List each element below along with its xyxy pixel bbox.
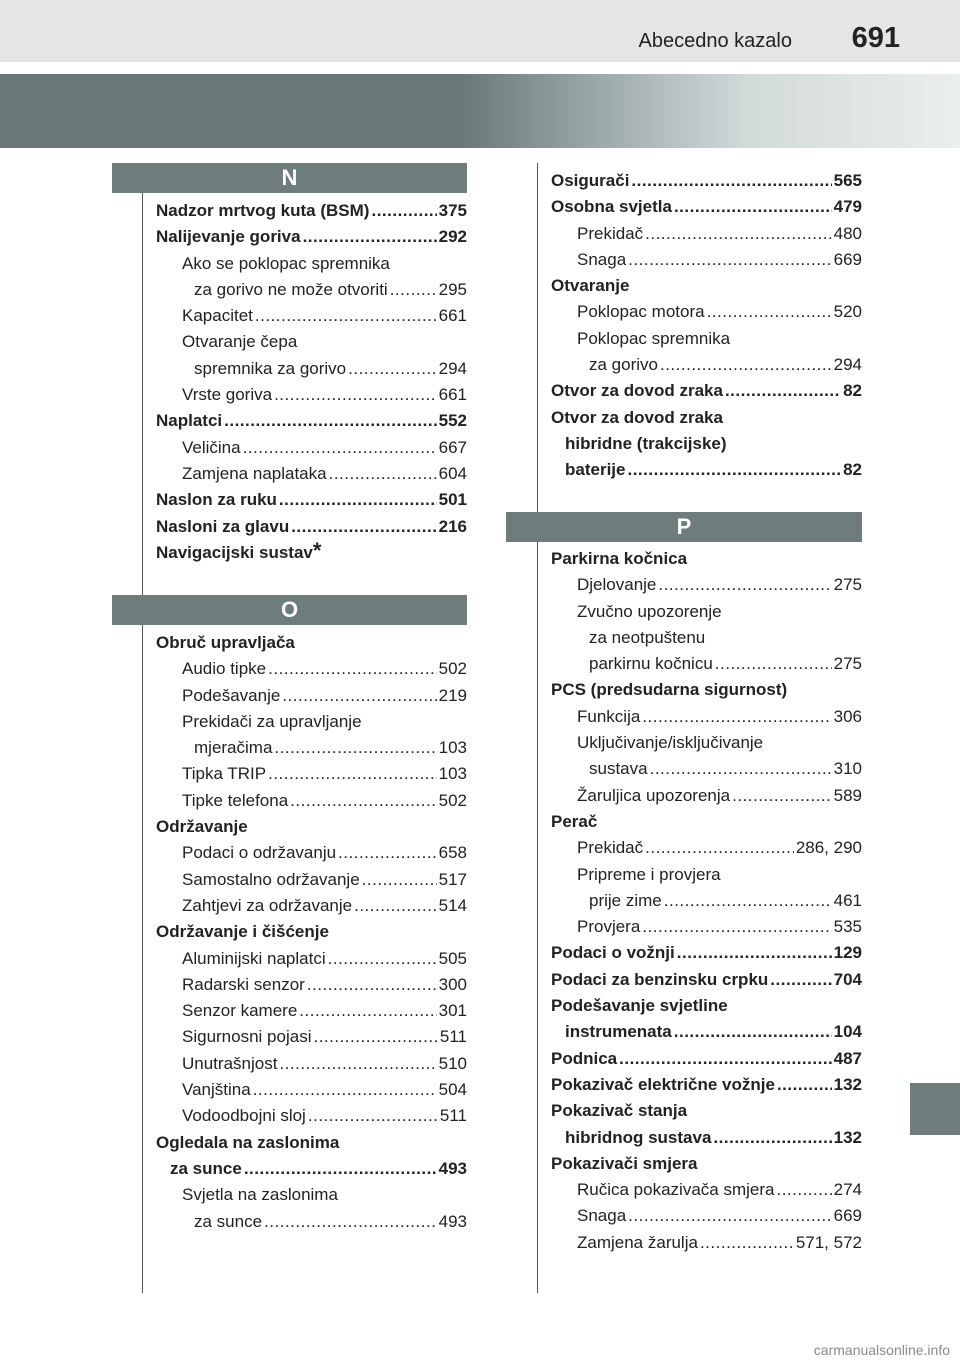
entry-text: Pokazivač električne vožnje (551, 1074, 775, 1094)
entry-text: Podaci za benzinsku crpku (551, 969, 769, 989)
page-reference: 301 (438, 1001, 467, 1021)
header-banner (0, 74, 960, 148)
page-reference: 274 (833, 1180, 862, 1200)
leader-dots (303, 224, 437, 250)
page-reference: 216 (438, 516, 467, 536)
page-reference: 502 (438, 790, 467, 810)
entry-text: Ručica pokazivača smjera (577, 1180, 775, 1200)
index-entry (156, 867, 467, 893)
page-reference: 294 (833, 355, 862, 375)
index-entry (551, 704, 862, 730)
entry-text: Otvaranje (551, 276, 630, 296)
page-reference: 658 (438, 843, 467, 863)
entry-text: Pokazivači smjera (551, 1153, 698, 1173)
index-entry (551, 835, 862, 861)
page-reference: 132 (833, 1127, 862, 1147)
index-entry (156, 382, 467, 408)
entry-text: mjeračima (194, 738, 273, 758)
index-entry (156, 946, 467, 972)
index-entry (156, 251, 467, 277)
page-reference: 103 (438, 764, 467, 784)
left-column-rule (142, 163, 143, 1293)
index-entry (551, 1019, 862, 1045)
page-reference: 82 (843, 460, 862, 480)
leader-dots (725, 378, 841, 404)
entry-text: za sunce (194, 1211, 263, 1231)
page-reference: 306 (833, 706, 862, 726)
entry-text: hibridne (trakcijske) (565, 433, 727, 453)
entry-text: Poklopac spremnika (577, 328, 731, 348)
leader-dots (243, 435, 437, 461)
page-reference: 275 (833, 575, 862, 595)
index-entry (551, 352, 862, 378)
index-entry (156, 1077, 467, 1103)
index-entry (156, 1156, 467, 1182)
entry-text: Vrste goriva (182, 385, 273, 405)
leader-dots (664, 888, 832, 914)
index-entry (156, 435, 467, 461)
entry-text: za gorivo ne može otvoriti (194, 279, 388, 299)
entry-text: prije zime (589, 890, 662, 910)
entry-text: Ako se poklopac spremnika (182, 253, 390, 273)
entry-text: za neotpuštenu (589, 627, 706, 647)
entry-text: instrumenata (565, 1022, 672, 1042)
entry-text: za sunce (170, 1158, 242, 1178)
leader-dots (631, 168, 831, 194)
entry-text: Snaga (577, 249, 627, 269)
leader-dots (713, 1125, 831, 1151)
leader-dots (348, 356, 437, 382)
leader-dots (329, 461, 437, 487)
leader-dots (707, 299, 832, 325)
page-reference: 511 (439, 1106, 467, 1126)
index-entry (551, 730, 862, 756)
entry-text: Osigurači (551, 171, 630, 190)
leader-dots (255, 303, 437, 329)
section-header-p: P (506, 512, 862, 542)
entry-text: Nasloni za glavu (156, 516, 290, 536)
index-entry (551, 1046, 862, 1072)
page-reference: 520 (833, 302, 862, 322)
index-entry (551, 940, 862, 966)
index-entry (551, 862, 862, 888)
index-entry (551, 888, 862, 914)
index-entry (551, 677, 862, 703)
leader-dots (619, 1046, 832, 1072)
index-entry (551, 194, 862, 220)
index-entry (551, 405, 862, 431)
page-reference: 295 (438, 279, 467, 299)
index-entry (156, 788, 467, 814)
leader-dots (371, 198, 436, 224)
entry-text: Funkcija (577, 706, 641, 726)
entry-text: Prekidač (577, 223, 644, 243)
leader-dots (627, 457, 841, 483)
leader-dots (650, 756, 832, 782)
index-entry (551, 326, 862, 352)
entry-text: hibridnog sustava (565, 1127, 712, 1147)
entry-text: Tipka TRIP (182, 764, 267, 784)
index-entry (551, 457, 862, 483)
entry-text: Podešavanje svjetline (551, 996, 728, 1016)
entry-text: Radarski senzor (182, 974, 305, 994)
page-reference: 552 (438, 411, 467, 431)
leader-dots (628, 247, 831, 273)
leader-dots (642, 704, 831, 730)
index-entry (156, 919, 467, 945)
page-reference: 294 (438, 358, 467, 378)
entry-text: Senzor kamere (182, 1001, 298, 1021)
entry-text: Otvor za dovod zraka (551, 381, 723, 401)
index-entry (551, 546, 862, 572)
leader-dots (299, 998, 436, 1024)
page-reference: 510 (438, 1053, 467, 1073)
entry-text: Prekidač (577, 838, 644, 858)
leader-dots (642, 914, 831, 940)
index-entry (156, 656, 467, 682)
index-entry (551, 221, 862, 247)
index-list-o-left (156, 630, 467, 1235)
index-entry (551, 1230, 862, 1256)
entry-text: Zvučno upozorenje (577, 601, 722, 621)
leader-dots (338, 840, 437, 866)
index-list-p (551, 546, 862, 1256)
index-entry (156, 1209, 467, 1235)
entry-text: Naplatci (156, 411, 223, 431)
page-reference: 479 (833, 197, 862, 217)
leader-dots (674, 1019, 832, 1045)
index-entry (551, 1098, 862, 1124)
page-reference: 517 (438, 869, 467, 889)
index-entry (156, 761, 467, 787)
entry-text: Nalijevanje goriva (156, 227, 301, 247)
section-header-o: O (112, 595, 467, 625)
chapter-thumb-tab (910, 1083, 960, 1135)
index-entry (156, 1182, 467, 1208)
index-entry (156, 356, 467, 382)
entry-text: parkirnu kočnicu (589, 654, 713, 674)
watermark: carmanualsonline.info (813, 1342, 950, 1358)
leader-dots (777, 1072, 832, 1098)
leader-dots (313, 1024, 437, 1050)
index-list-n-nav (156, 540, 467, 566)
index-entry (551, 168, 862, 194)
entry-text: Sigurnosni pojasi (182, 1027, 312, 1047)
index-entry (551, 809, 862, 835)
index-entry (156, 683, 467, 709)
entry-text: Naslon za ruku (156, 490, 277, 510)
entry-text: Kapacitet (182, 306, 253, 326)
section-header-n: N (112, 163, 467, 193)
entry-text: Zamjena naplataka (182, 463, 327, 483)
page-reference: 589 (833, 785, 862, 805)
index-entry (551, 378, 862, 404)
page-reference: 661 (438, 385, 467, 405)
entry-text: Snaga (577, 1206, 627, 1226)
entry-text: Pokazivač stanja (551, 1101, 688, 1121)
index-entry (156, 972, 467, 998)
index-entry (156, 814, 467, 840)
page-reference: 286, 290 (795, 838, 862, 858)
entry-text: Održavanje (156, 817, 248, 837)
leader-dots (715, 651, 832, 677)
leader-dots (268, 656, 437, 682)
entry-text: Podaci o vožnji (551, 943, 675, 963)
index-entry (156, 461, 467, 487)
leader-dots (390, 277, 437, 303)
page-reference: 132 (833, 1074, 862, 1094)
page-reference: 667 (438, 437, 467, 457)
leader-dots (677, 940, 832, 966)
leader-dots (328, 946, 437, 972)
page-reference: 310 (833, 759, 862, 779)
page-reference: 82 (843, 381, 862, 401)
page-reference: 129 (833, 943, 862, 963)
entry-text: Održavanje i čišćenje (156, 922, 329, 942)
entry-text: PCS (predsudarna sigurnost) (551, 680, 788, 700)
leader-dots (291, 514, 436, 540)
index-entry (156, 1103, 467, 1129)
entry-text: Parkirna kočnica (551, 549, 688, 568)
page-reference: 511 (439, 1027, 467, 1047)
index-entry (551, 756, 862, 782)
index-entry (156, 1051, 467, 1077)
leader-dots (274, 382, 437, 408)
leader-dots (660, 352, 832, 378)
index-entry (551, 273, 862, 299)
page-reference: 504 (438, 1080, 467, 1100)
index-entry (156, 198, 467, 224)
entry-text: Vodoodbojni sloj (182, 1106, 306, 1126)
index-entry: Navigacijski sustav * (156, 540, 467, 566)
entry-text: Tipke telefona (182, 790, 289, 810)
leader-dots (628, 1203, 831, 1229)
entry-text: spremnika za gorivo (194, 358, 347, 378)
page-reference: 300 (438, 974, 467, 994)
entry-text: Veličina (182, 437, 241, 457)
index-entry (156, 514, 467, 540)
leader-dots (279, 1051, 436, 1077)
index-entry (551, 783, 862, 809)
right-column-rule (537, 163, 538, 1293)
index-entry (551, 599, 862, 625)
page-reference: 501 (438, 490, 467, 510)
index-entry (156, 735, 467, 761)
entry-text: Nadzor mrtvog kuta (BSM) (156, 201, 370, 220)
page-reference: 375 (438, 201, 467, 220)
page-reference: 514 (438, 895, 467, 915)
index-entry (551, 247, 862, 273)
index-entry (551, 1072, 862, 1098)
leader-dots (645, 221, 831, 247)
page-reference: 661 (438, 306, 467, 326)
page-reference: 571, 572 (795, 1232, 862, 1252)
leader-dots (264, 1209, 437, 1235)
entry-text: Svjetla na zaslonima (182, 1185, 338, 1205)
index-entry (551, 299, 862, 325)
index-entry (551, 993, 862, 1019)
index-entry (156, 893, 467, 919)
entry-text: Osobna svjetla (551, 197, 672, 217)
entry-text: Prekidači za upravljanje (182, 711, 362, 731)
index-entry (551, 1151, 862, 1177)
leader-dots (244, 1156, 437, 1182)
entry-text: Pripreme i provjera (577, 864, 721, 884)
header-bar (0, 0, 960, 62)
index-entry (156, 329, 467, 355)
header-title: Abecedno kazalo (638, 30, 792, 52)
entry-text: Podnica (551, 1048, 618, 1068)
entry-text: Zahtjevi za održavanje (182, 895, 353, 915)
page-reference: 505 (438, 948, 467, 968)
page-reference: 461 (833, 890, 862, 910)
page-number: 691 (851, 22, 900, 54)
index-entry (156, 487, 467, 513)
index-entry (551, 572, 862, 598)
entry-text: Ogledala na zaslonima (156, 1132, 340, 1152)
entry-text: Otvor za dovod zraka (551, 407, 723, 427)
leader-dots (658, 572, 831, 598)
leader-dots (268, 761, 437, 787)
entry-text: Provjera (577, 917, 641, 937)
leader-dots (253, 1077, 437, 1103)
page-reference: 493 (438, 1211, 467, 1231)
leader-dots (290, 788, 436, 814)
entry-text: Unutrašnjost (182, 1053, 278, 1073)
index-entry (156, 303, 467, 329)
leader-dots (362, 867, 437, 893)
index-entry (156, 998, 467, 1024)
entry-text: Vanjština (182, 1080, 251, 1100)
index-entry (156, 709, 467, 735)
leader-dots (282, 683, 436, 709)
index-entry (156, 630, 467, 656)
page-reference: 493 (438, 1158, 467, 1178)
entry-text: Podešavanje (182, 685, 281, 705)
page-reference: 669 (833, 1206, 862, 1226)
leader-dots (645, 835, 794, 861)
entry-text: Uključivanje/isključivanje (577, 733, 764, 753)
leader-dots (308, 1103, 438, 1129)
index-entry (551, 1125, 862, 1151)
index-entry (156, 1024, 467, 1050)
entry-text: baterije (565, 460, 626, 480)
entry-text: Aluminijski naplatci (182, 948, 326, 968)
index-entry (156, 1130, 467, 1156)
index-entry (551, 431, 862, 457)
index-entry (156, 840, 467, 866)
leader-dots (770, 967, 831, 993)
leader-dots (732, 783, 832, 809)
page-reference: 502 (438, 659, 467, 679)
index-entry (551, 651, 862, 677)
entry-text: Otvaranje čepa (182, 332, 298, 352)
entry-text: Obruč upravljača (156, 633, 295, 652)
page-reference: 219 (438, 685, 467, 705)
entry-text: Navigacijski sustav (156, 543, 313, 562)
entry-text: Djelovanje (577, 575, 657, 595)
index-entry (551, 967, 862, 993)
leader-dots (354, 893, 437, 919)
index-entry (156, 224, 467, 250)
index-entry (156, 408, 467, 434)
entry-text: Žaruljica upozorenja (577, 785, 731, 805)
page-reference: 292 (438, 227, 467, 247)
page-reference: 487 (833, 1048, 862, 1068)
entry-text: Poklopac motora (577, 302, 705, 322)
page-reference: 535 (833, 917, 862, 937)
leader-dots (776, 1177, 831, 1203)
leader-dots (674, 194, 832, 220)
index-entry (156, 277, 467, 303)
page-reference: 565 (833, 171, 862, 190)
entry-text: Audio tipke (182, 659, 267, 679)
leader-dots (274, 735, 436, 761)
leader-dots (224, 408, 436, 434)
page-reference: 604 (438, 463, 467, 483)
entry-text: Samostalno održavanje (182, 869, 360, 889)
page-reference: 275 (833, 654, 862, 674)
index-list-n (156, 198, 467, 540)
index-entry (551, 914, 862, 940)
page-reference: 704 (833, 969, 862, 989)
entry-text: sustava (589, 759, 648, 779)
leader-dots (700, 1230, 794, 1256)
entry-text: Zamjena žarulja (577, 1232, 698, 1252)
leader-dots (307, 972, 437, 998)
index-list-o-right (551, 168, 862, 484)
entry-text: Perač (551, 811, 598, 831)
index-entry (551, 1203, 862, 1229)
entry-text: Podaci o održavanju (182, 843, 337, 863)
page-reference: 669 (833, 249, 862, 269)
index-entry (551, 1177, 862, 1203)
index-entry (551, 625, 862, 651)
leader-dots (279, 487, 437, 513)
page-reference: 480 (833, 223, 862, 243)
page-reference: 104 (833, 1022, 862, 1042)
page-reference: 103 (438, 738, 467, 758)
entry-text: za gorivo (589, 355, 658, 375)
